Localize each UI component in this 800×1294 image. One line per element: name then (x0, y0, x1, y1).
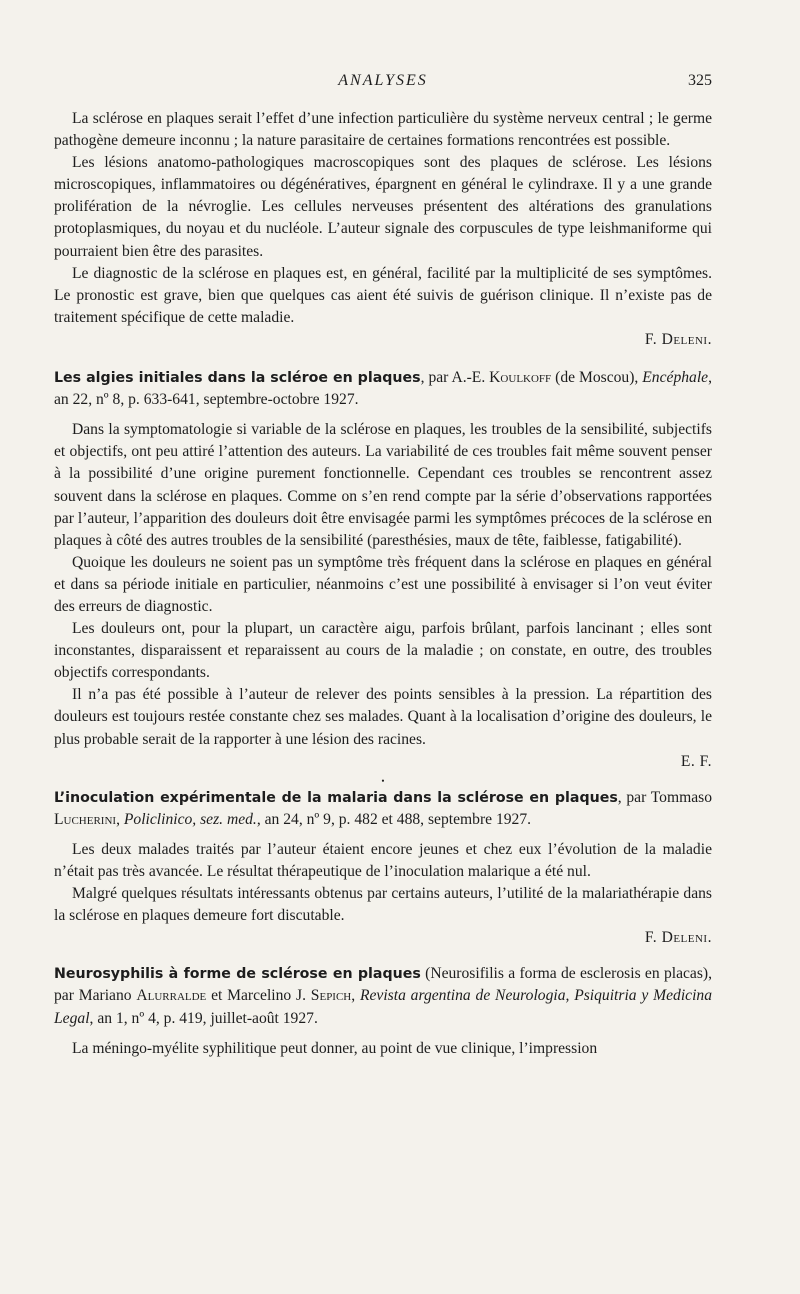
journal-name: Encéphale (642, 369, 709, 387)
original-title: (Neurosifilis a forma de esclerosis en placas), par Mariano (54, 965, 712, 1005)
paragraph: La sclérose en plaques serait l’effet d’une infection particulière du système nerveux central ; le germe pathogène demeure inconnu ; la nature parasitaire de certaines formations rencontrées est possible. (54, 110, 712, 150)
citation: , an 1, nº 4, p. 419, juillet-août 1927. (89, 1009, 318, 1027)
running-title: ANALYSES (338, 72, 428, 89)
citation: , an 22, nº 8, p. 633-641, septembre-octobre 1927. (54, 369, 712, 409)
author-name: Alurralde (136, 987, 207, 1005)
review-heading (54, 787, 712, 831)
review-algies-initiales (54, 367, 712, 773)
paragraph: Les douleurs ont, pour la plupart, un caractère aigu, parfois brûlant, parfois lancinant ; elles sont inconstantes, disparaissent et reparaissent au cours de la maladie ; on constate, en outre, des troubles objectifs correspondants. (54, 620, 712, 682)
author-name: Lucherini (54, 810, 117, 828)
page-body (54, 108, 712, 1060)
separator: , (351, 987, 360, 1005)
review-title: Les algies initiales dans la scléroe en plaques (54, 370, 421, 387)
author-name: Sepich (310, 987, 352, 1005)
review-inoculation-malaria (54, 787, 712, 950)
signature: F. Deleni. (644, 330, 712, 348)
review-sclerose-infection (54, 108, 712, 351)
citation: , an 24, nº 9, p. 482 et 488, septembre 1927. (256, 810, 532, 828)
signature: F. Deleni. (644, 929, 712, 947)
journal-name: Revista argentina de Neurologia, Psiquitria y Medicina Legal (54, 987, 712, 1027)
paragraph: Malgré quelques résultats intéressants obtenus par certains auteurs, l’utilité de la malariathérapie dans la sclérose en plaques demeure fort discutable. (54, 885, 712, 925)
page-header (54, 72, 712, 96)
journal-name: Policlinico, sez. med. (123, 810, 257, 828)
paragraph: La méningo-myélite syphilitique peut donner, au point de vue clinique, l’impression (72, 1039, 598, 1057)
paragraph: Le diagnostic de la sclérose en plaques est, en général, facilité par la multiplicité de ses symptômes. Le pronostic est grave, bien que quelques cas aient été suivis de guérison clinique. Il n’existe pas de traitement spécifique de cette maladie. (54, 264, 712, 326)
page-number: 325 (688, 72, 712, 89)
section-ornament: • (381, 775, 385, 786)
and-text: et Marcelino J. (206, 987, 311, 1005)
author-name: Koulkoff (489, 369, 552, 387)
paragraph: Les lésions anatomo-pathologiques macroscopiques sont des plaques de sclérose. Les lésions microscopiques, inflammatoires ou dégénératives, épargnent en général le cylindraxe. Il y a une grande prolifération de la névroglie. Les cellules nerveuses présentent des altérations des granulations protoplasmiques, du noyau et du nucléole. L’auteur signale des corpuscules de type leishmaniforme qui pourraient bien être des parasites. (54, 154, 712, 260)
review-heading (54, 367, 712, 411)
by-text: , par Tommaso (617, 788, 713, 806)
by-text: , par A.-E. (420, 369, 490, 387)
paragraph: Les deux malades traités par l’auteur étaient encore jeunes et chez eux l’évolution de la maladie n’était pas très avancée. Le résultat thérapeutique de l’inoculation malarique a été nul. (54, 840, 712, 880)
paragraph: Dans la symptomatologie si variable de la sclérose en plaques, les troubles de la sensibilité, subjectifs et objectifs, ont peu attiré l’attention des auteurs. La variabilité de ces troubles fait même souvent penser à la possibilité d’une origine purement fonctionnelle. Cependant ces troubles se rencontrent assez souvent dans la sclérose en plaques. Comme on s’en rend compte par la série d’observations rapportées par l’auteur, l’apparition des douleurs doit être envisagée parmi les symptômes précoces de la sclérose en plaques à côté des autres troubles de la sensibilité (paresthésies, maux de tête, faiblesse, fatigabilité). (54, 421, 712, 549)
separator: , (116, 810, 124, 828)
review-title: Neurosyphilis à forme de sclérose en plaques (54, 966, 421, 983)
paragraph: Quoique les douleurs ne soient pas un symptôme très fréquent dans la sclérose en plaques en général et dans sa période initiale en particulier, néanmoins c’est une possibilité à envisager si l’on veut éviter des erreurs de diagnostic. (54, 553, 712, 615)
review-heading (54, 963, 712, 1029)
signature: E. F. (680, 752, 712, 770)
author-place: (de Moscou), (551, 369, 643, 387)
review-title: L’inoculation expérimentale de la malaria dans la sclérose en plaques (54, 789, 618, 806)
review-neurosyphilis (54, 963, 712, 1059)
paragraph: Il n’a pas été possible à l’auteur de relever des points sensibles à la pression. La répartition des douleurs est toujours restée constante chez ses malades. Quant à la localisation d’origine des douleurs, le plus probable serait de la rapporter à une lésion des racines. (54, 686, 712, 748)
